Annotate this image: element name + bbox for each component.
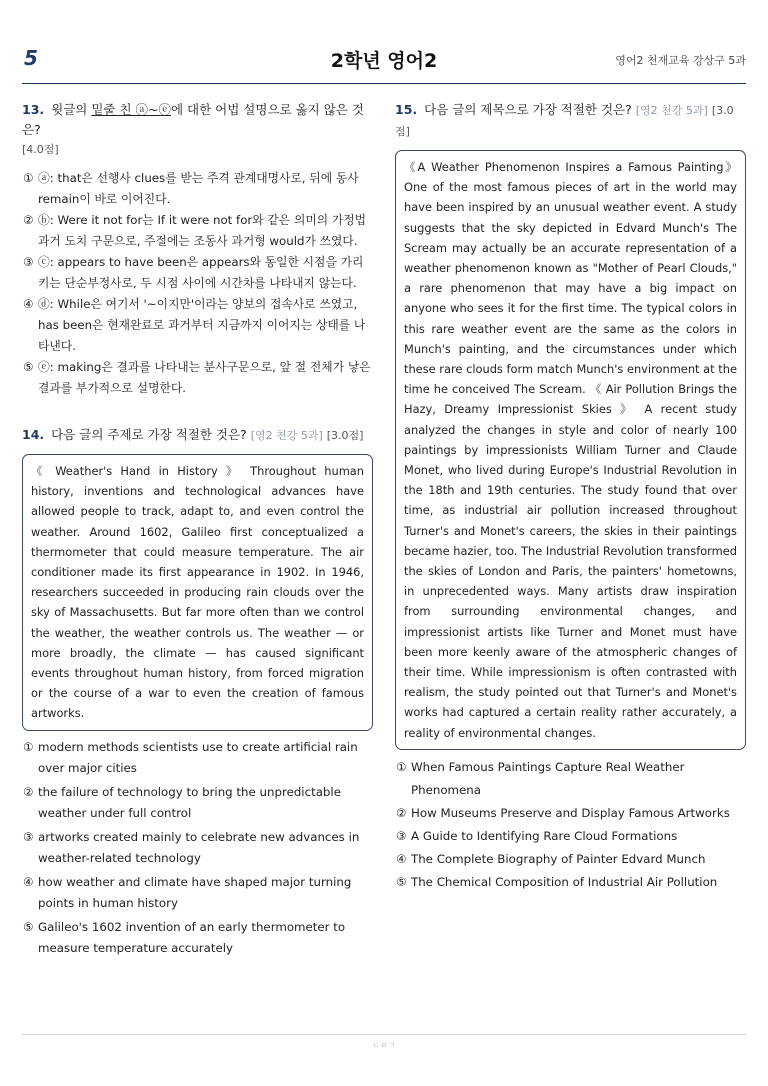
question-text: 에 대한 어법 설명으로 옳지 않은 것은?	[22, 102, 364, 137]
option-number: ③	[396, 828, 407, 843]
question-text: 다음 글의 제목으로 가장 적절한 것은?	[424, 102, 632, 117]
footer-divider	[22, 1034, 746, 1035]
option-text: how weather and climate have shaped major turning points in human history	[38, 874, 352, 910]
right-column	[395, 100, 746, 894]
option-number: ⑤	[396, 874, 407, 889]
option-number: ③	[23, 255, 34, 269]
option-text: ⓑ: Were it not for는 If it were not for와 같은 의미의 가정법 과거 도치 구문으로, 주절에는 조동사 과거형 would가 쓰였다.	[38, 213, 367, 248]
question-13	[22, 100, 373, 399]
page-subtitle: 영어2 천재교육 강상구 5과	[615, 54, 746, 67]
passage-box: 《 Weather's Hand in History 》 Throughout human history, inventions and technological advances have allowed people to track, adapt to, and even control the weather. Around 1602, Galileo first conceptualized a thermometer that could measure temperature. The air conditioner made its first appearance in 1902. In 1946, researchers succeeded in producing rain clouds over the sky of Massachusetts. But far more often than we control the weather, the weather controls us. The weather — or more broadly, the climate — has caused significant events throughout human history, from forced migration or the course of a war to even the creation of famous artworks.	[22, 454, 373, 731]
option-text: The Complete Biography of Painter Edvard Munch	[411, 851, 706, 866]
option-text: the failure of technology to bring the unpredictable weather under full control	[38, 784, 341, 820]
option-5[interactable]	[22, 917, 373, 959]
option-3[interactable]	[22, 827, 373, 869]
option-4[interactable]	[395, 848, 746, 871]
option-4[interactable]	[22, 872, 373, 914]
option-text: modern methods scientists use to create artificial rain over major cities	[38, 739, 358, 775]
option-number: ⑤	[23, 360, 34, 374]
option-text: The Chemical Composition of Industrial Air Pollution	[411, 874, 718, 889]
option-5[interactable]	[395, 871, 746, 894]
left-column	[22, 100, 373, 959]
option-3[interactable]	[395, 825, 746, 848]
option-text: How Museums Preserve and Display Famous Artworks	[411, 805, 730, 820]
option-number: ④	[23, 297, 34, 311]
option-3[interactable]	[22, 252, 373, 294]
option-number: ③	[23, 829, 34, 844]
option-text: ⓒ: appears to have been은 appears와 동일한 시점을 가리키는 단순부정사로, 두 시점 사이에 시간차를 나타내지 않는다.	[38, 255, 364, 290]
question-14	[22, 425, 373, 959]
footer-text: ㄴㅇㄱ	[372, 1041, 396, 1050]
question-points: [3.0점]	[326, 429, 364, 442]
options-list	[22, 737, 373, 959]
options-list	[395, 756, 746, 894]
option-2[interactable]	[395, 802, 746, 825]
option-number: ②	[23, 213, 34, 227]
option-text: A Guide to Identifying Rare Cloud Formations	[411, 828, 678, 843]
option-text: When Famous Paintings Capture Real Weather Phenomena	[411, 759, 685, 797]
option-text: ⓐ: that은 선행사 clues를 받는 주격 관계대명사로, 뒤에 동사 remain이 바로 이어진다.	[38, 171, 359, 206]
question-14-heading	[22, 425, 373, 446]
option-1[interactable]	[22, 168, 373, 210]
option-2[interactable]	[22, 782, 373, 824]
question-text: 윗글의	[51, 102, 92, 117]
option-text: artworks created mainly to celebrate new advances in weather-related technology	[38, 829, 360, 865]
question-text-underlined: 밑줄 친 ⓐ~ⓔ	[91, 102, 171, 117]
option-text: ⓔ: making은 결과를 나타내는 분사구문으로, 앞 절 전체가 낳은 결과를 부가적으로 설명한다.	[38, 360, 371, 395]
option-number: ①	[23, 739, 34, 754]
question-points: [3.0점]	[395, 104, 734, 138]
option-number: ②	[23, 784, 34, 799]
page-title: 2학년 영어2	[330, 50, 438, 72]
question-15-heading	[395, 100, 746, 142]
question-text: 다음 글의 주제로 가장 적절한 것은?	[51, 427, 247, 442]
option-5[interactable]	[22, 357, 373, 399]
page-header	[22, 40, 746, 84]
page-number: 5	[24, 46, 38, 70]
question-number: 15.	[395, 102, 418, 117]
option-number: ④	[23, 874, 34, 889]
option-number: ①	[23, 171, 34, 185]
question-source: [영2 천강 5과]	[250, 429, 323, 442]
option-number: ⑤	[23, 919, 34, 934]
option-1[interactable]	[22, 737, 373, 779]
option-number: ④	[396, 851, 407, 866]
passage-box: 《A Weather Phenomenon Inspires a Famous Painting》 One of the most famous pieces of art in the world may have been inspired by an unusual weather event. A study suggests that the sky depicted in Edvard Munch's The Scream may actually be an accurate representation of a weather phenomenon known as "Mother of Pearl Clouds," a rare phenomenon that may have a big impact on anyone who sees it for the first time. The typical colors in this rare weather event are the same as the colors in Munch's painting, and the circumstances under which these rare clouds form match Munch's environment at the time he conceived The Scream. 《 Air Pollution Brings the Hazy, Dreamy Impressionist Skies 》 A recent study analyzed the changes in style and color of nearly 100 paintings by impressionists William Turner and Claude Monet, who lived during Europe's Industrial Revolution in the 18th and 19th centuries. The study found that over time, as industrial air pollution increased throughout Turner's and Monet's careers, the skies in their paintings became hazier, too. The Industrial Revolution transformed the skies of London and Paris, the painters' hometowns, in unprecedented ways. Many artists draw inspiration from surrounding environmental changes, and impressionist artists like Turner and Monet must have been more keenly aware of the atmospheric changes of their time. While impressionism is often contrasted with realism, the study pointed out that Turner's and Monet's works had captured a certain reality rather accurately, a reality of environmental changes.	[395, 150, 746, 750]
option-number: ②	[396, 805, 407, 820]
option-2[interactable]	[22, 210, 373, 252]
option-1[interactable]	[395, 756, 746, 802]
option-4[interactable]	[22, 294, 373, 357]
question-number: 13.	[22, 102, 45, 117]
question-source: [영2 천강 5과]	[635, 104, 708, 117]
question-number: 14.	[22, 427, 45, 442]
question-points: [4.0점]	[22, 143, 59, 156]
question-15	[395, 100, 746, 894]
question-13-heading	[22, 100, 373, 140]
option-text: ⓓ: While은 여기서 '~이지만'이라는 양보의 접속사로 쓰였고, has been은 현재완료로 과거부터 지금까지 이어지는 상태를 나타낸다.	[38, 297, 366, 353]
option-number: ①	[396, 759, 407, 774]
option-text: Galileo's 1602 invention of an early thermometer to measure temperature accurately	[38, 919, 346, 955]
